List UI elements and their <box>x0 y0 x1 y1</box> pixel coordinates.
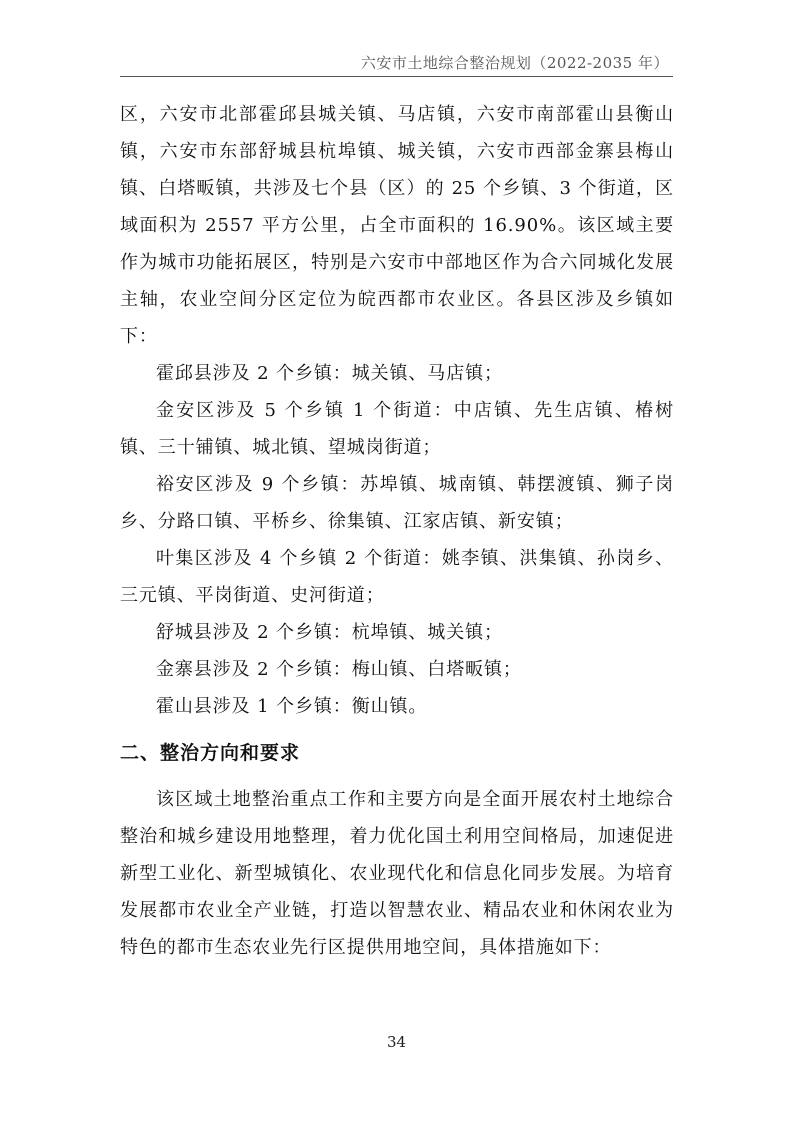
page-header <box>120 50 673 77</box>
page-number: 34 <box>386 1033 407 1051</box>
county-item-shucheng: 舒城县涉及 2 个乡镇：杭埠镇、城关镇； <box>156 622 503 643</box>
header-title: 六安市土地综合整治规划（2022-2035 年） <box>360 54 669 72</box>
county-item-jinan: 金安区涉及 5 个乡镇 1 个街道：中店镇、先生店镇、椿树镇、三十铺镇、城北镇、望城岗街道； <box>120 400 674 458</box>
section-heading: 二、整治方向和要求 <box>120 742 301 764</box>
county-item-huoshan: 霍山县涉及 1 个乡镇：衡山镇。 <box>156 696 428 717</box>
county-item-huoqiu: 霍邱县涉及 2 个乡镇：城关镇、马店镇； <box>156 363 503 384</box>
page-body <box>120 96 674 966</box>
county-item-yeji: 叶集区涉及 4 个乡镇 2 个街道：姚李镇、洪集镇、孙岗乡、三元镇、平岗街道、史河街道； <box>120 548 674 606</box>
county-list <box>120 355 674 725</box>
county-item-yuan: 裕安区涉及 9 个乡镇：苏埠镇、城南镇、韩摆渡镇、狮子岗乡、分路口镇、平桥乡、徐集镇、江家店镇、新安镇； <box>120 474 674 532</box>
county-item-jinzhai: 金寨县涉及 2 个乡镇：梅山镇、白塔畈镇； <box>156 659 522 680</box>
intro-paragraph: 区，六安市北部霍邱县城关镇、马店镇，六安市南部霍山县衡山镇，六安市东部舒城县杭埠镇、城关镇，六安市西部金寨县梅山镇、白塔畈镇，共涉及七个县（区）的 25 个乡镇、3 个街道，区域面积为 2557 平方公里，占全市面积的 16.90%。该区域主要作为城市功能拓展区，特别是六安市中部地区作为合六同城化发展主轴，农业空间分区定位为皖西都市农业区。各县区涉及乡镇如下： <box>120 104 674 347</box>
section-paragraph: 该区域土地整治重点工作和主要方向是全面开展农村土地综合整治和城乡建设用地整理，着力优化国土利用空间格局，加速促进新型工业化、新型城镇化、农业现代化和信息化同步发展。为培育发展都市农业全产业链，打造以智慧农业、精品农业和休闲农业为特色的都市生态农业先行区提供用地空间，具体措施如下： <box>120 789 674 958</box>
